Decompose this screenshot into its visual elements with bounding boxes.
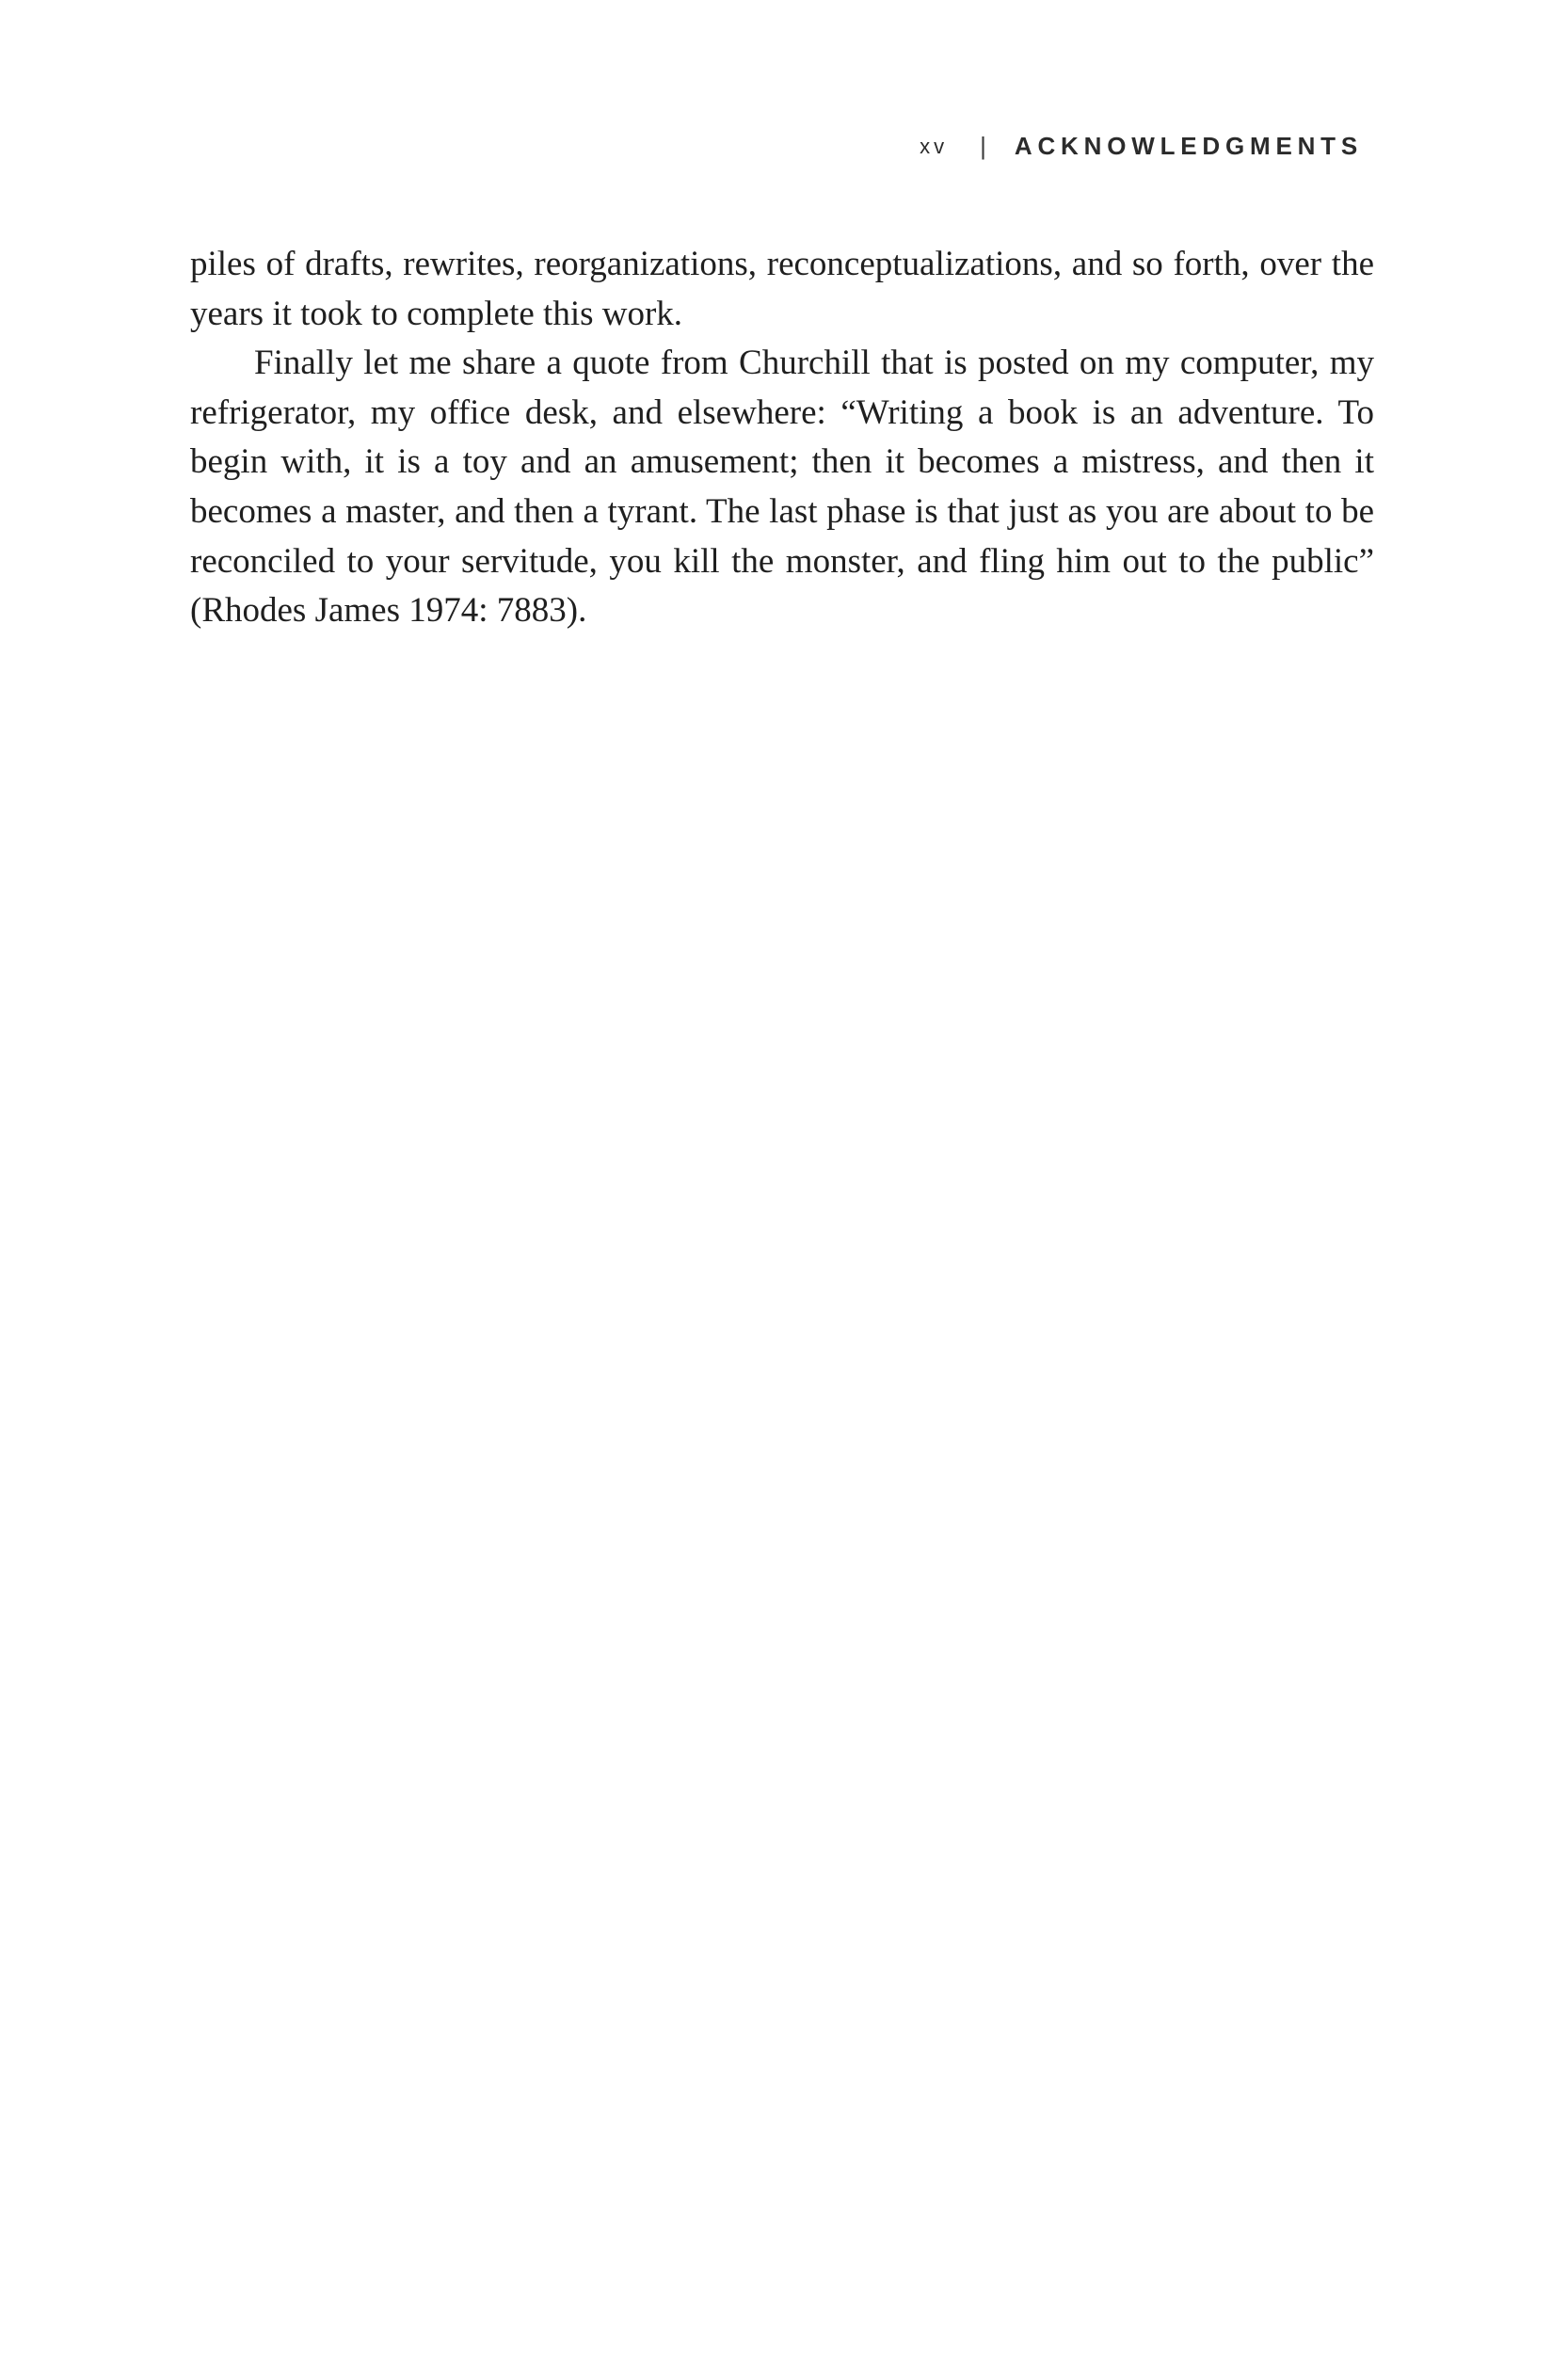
paragraph-churchill-quote: Finally let me share a quote from Churchill that is posted on my computer, my refrigerator, my office desk, and elsewhere: “Writing a book is an adventure. To begin with, it is a toy and an amusement; then it becomes a mistress, and then it becomes a master, and then a tyrant. The last phase is that just as you are about to be reconciled to your servitude, you kill the monster, and fling him out to the public” (Rhodes James 1974: 7883). [190, 344, 1374, 631]
section-title: ACKNOWLEDGMENTS [1014, 132, 1363, 160]
paragraph-continued: piles of drafts, rewrites, reorganizations, reconceptualizations, and so forth, over the years it took to complete this work. [190, 245, 1374, 333]
running-head [920, 132, 1363, 161]
running-head-separator: | [980, 132, 986, 160]
page-number: xv [920, 134, 949, 158]
body-text [190, 240, 1374, 636]
